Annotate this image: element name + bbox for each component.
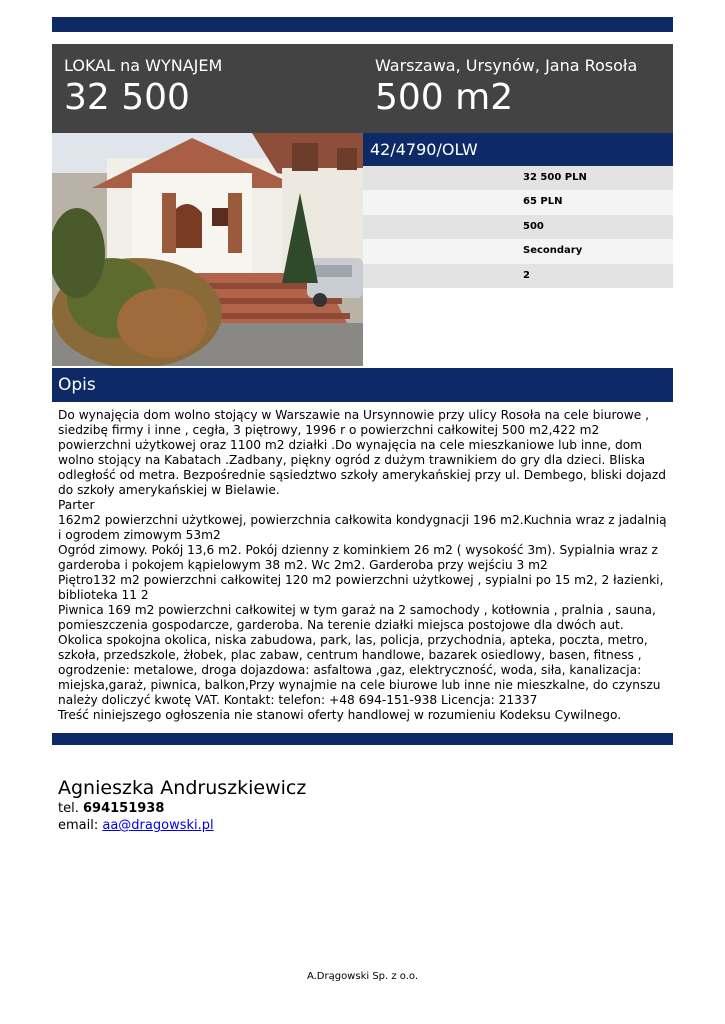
agent-email-link[interactable]: aa@dragowski.pl xyxy=(102,818,214,833)
description-paragraph: Ogród zimowy. Pokój 13,6 m2. Pokój dzienny z kominkiem 26 m2 ( wysokość 3m). Sypialnia wraz z garderoba i pokojem kąpielowym 38 m2. Wc 2m2. Garderoba przy wejściu 3 m2 xyxy=(58,543,658,572)
listing-reference: 42/4790/OLW xyxy=(363,133,673,166)
description-paragraph: Treść niniejszego ogłoszenia nie stanowi oferty handlowej w rozumieniu Kodeksu Cywilnego. xyxy=(58,708,622,722)
email-label: email: xyxy=(58,818,99,833)
listing-header xyxy=(52,44,673,133)
house-photo-illustration xyxy=(52,133,363,366)
description-heading: Opis xyxy=(52,368,673,402)
detail-row-price-per-m2: 65 PLN xyxy=(363,190,673,214)
description-paragraph: Parter xyxy=(58,498,95,512)
header-right xyxy=(375,56,637,118)
agent-name: Agnieszka Andruszkiewicz xyxy=(58,777,307,799)
phone-label: tel. xyxy=(58,801,79,816)
description-body xyxy=(58,408,670,723)
description-paragraph: Do wynajęcia dom wolno stojący w Warszawie na Ursynnowie przy ulicy Rosoła na cele biurowe , siedzibę firmy i inne , cegła, 3 piętrowy, 1996 r o powierzchni całkowitej 500 m2,422 m2 powierzchni użytkowej oraz 1100 m2 działki .Do wynajęcia na cele mieszkaniowe lub inne, dom wolno stojący na Kabatach .Zadbany, piękny ogród z dużym trawnikiem do gry dla dzieci. Bliska odległość od metra. Bezpośrednie sąsiedztwo szkoły amerykańskiej przy ul. Dembego, bliski dojazd do szkoły amerykańskiej w Bielawie. xyxy=(58,408,667,497)
listing-area: 500 m2 xyxy=(375,77,514,118)
property-photo xyxy=(52,133,363,366)
agent-email-line xyxy=(58,817,306,834)
description-paragraph: Piętro132 m2 powierzchni całkowitej 120 m2 powierzchni użytkowej , sypialni po 15 m2, 2 łazienki, biblioteka 11 2 xyxy=(58,573,664,602)
detail-row-market: Secondary xyxy=(363,239,673,263)
header-left xyxy=(64,56,222,118)
agent-contact xyxy=(58,776,306,834)
description-paragraph: Okolica spokojna okolica, niska zabudowa, park, las, policja, przychodnia, apteka, poczta, metro, szkoła, przedszkole, żłobek, plac zabaw, centrum handlowe, bazarek osiedlowy, basen, fitness , ogrodzenie: metalowe, droga dojazdowa: asfaltowa ,gaz, elektryczność, woda, siła, kanalizacja: miejska,garaż, piwnica, balkon,Przy wynajmie na cele biurowe lub inne nie mieszkalne, do czynszu należy doliczyć kwotę VAT. Kontakt: telefon: +48 694-151-938 Licencja: 21337 xyxy=(58,633,661,707)
detail-row-area: 500 xyxy=(363,215,673,239)
detail-row-floors: 2 xyxy=(363,264,673,288)
agent-phone-line xyxy=(58,800,306,817)
description-paragraph: Piwnica 169 m2 powierzchni całkowitej w tym garaż na 2 samochody , kotłownia , pralnia , sauna, pomieszczenia gospodarcze, garderoba. Na terenie działki miejsca postojowe dla dwóch aut. xyxy=(58,603,656,632)
bottom-accent-bar xyxy=(52,733,673,745)
top-accent-bar xyxy=(52,17,673,32)
description-paragraph: 162m2 powierzchni użytkowej, powierzchnia całkowita kondygnacji 196 m2.Kuchnia wraz z jadalnią i ogrodem zimowym 53m2 xyxy=(58,513,667,542)
listing-price: 32 500 xyxy=(64,77,190,118)
agent-phone: 694151938 xyxy=(82,801,165,816)
listing-type: LOKAL na WYNAJEM xyxy=(64,56,223,75)
company-footer: A.Drągowski Sp. z o.o. xyxy=(306,971,419,982)
detail-row-price: 32 500 PLN xyxy=(363,166,673,190)
listing-location: Warszawa, Ursynów, Jana Rosoła xyxy=(375,56,638,75)
details-table xyxy=(363,166,673,288)
